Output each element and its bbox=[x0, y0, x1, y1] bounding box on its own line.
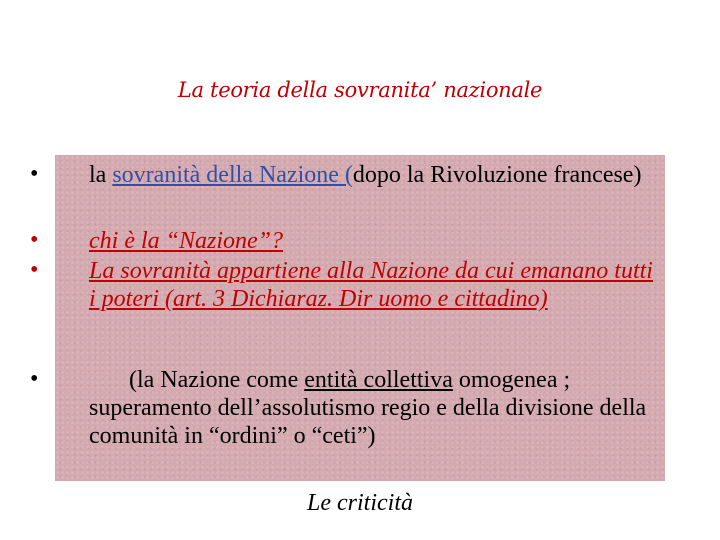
bullet-item-chi-nazione: chi è la “Nazione”? bbox=[89, 228, 284, 254]
bullet-text-part: dopo la Rivoluzione francese) bbox=[352, 162, 642, 188]
bullet-item-sovranita-appartiene: La sovranità appartiene alla Nazione da cui emanano tutti i poteri (art. 3 Dichiaraz. Dir uomo e cittadino) bbox=[89, 258, 653, 312]
bullet-item-nazione-collettiva bbox=[89, 366, 664, 450]
bullet-marker: • bbox=[30, 161, 39, 187]
criticita-heading: Le criticità bbox=[307, 490, 413, 516]
bullet-text-part: la bbox=[89, 162, 113, 188]
bullet-text-part: omogenea ; superamento dell’assolutismo regio e della divisione della comunità in “ordini” o “ceti”) bbox=[89, 367, 647, 449]
bullet-item-sovranita bbox=[89, 161, 664, 189]
bullet-marker: • bbox=[30, 227, 39, 253]
bullet-text-part: (la Nazione come bbox=[129, 367, 305, 393]
sovranita-link[interactable]: sovranità della Nazione ( bbox=[112, 162, 353, 188]
entita-collettiva-text: entità collettiva bbox=[304, 367, 453, 393]
bullet-marker: • bbox=[30, 257, 39, 283]
slide-title: La teoria della sovranita’ nazionale bbox=[177, 78, 543, 102]
bullet-marker: • bbox=[30, 366, 39, 392]
